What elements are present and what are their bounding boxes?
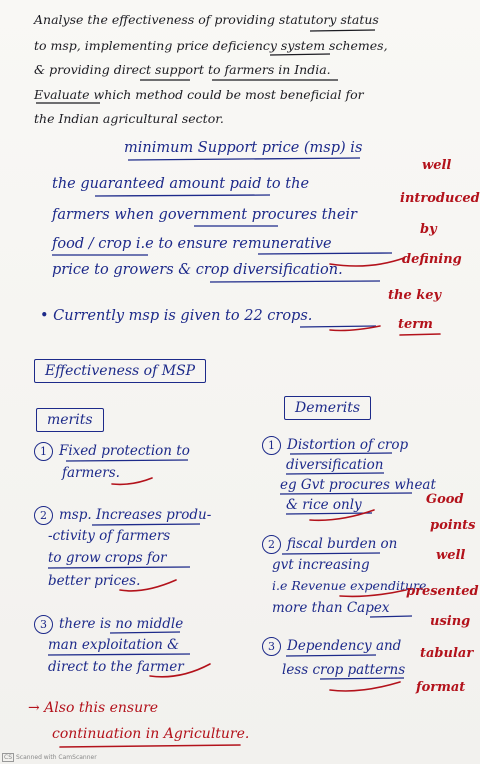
remark-intro-5: the key xyxy=(388,288,442,303)
merit-1-line-1 xyxy=(34,442,190,461)
underline-guaranteed xyxy=(95,195,270,196)
closing-line-1: → Also this ensure xyxy=(28,700,159,716)
definition-line-5: price to growers & crop diversification. xyxy=(52,262,343,278)
question-line-4: Evaluate which method could be most beneficial for xyxy=(34,87,364,102)
question-line-2: to msp, implementing price deficiency system schemes, xyxy=(34,38,388,53)
camscanner-text: Scanned with CamScanner xyxy=(16,754,97,761)
underline-crop-diversification xyxy=(210,281,380,282)
underline-msp-term xyxy=(128,158,360,160)
underline-diversification xyxy=(286,473,384,474)
remark-body-1: Good xyxy=(426,492,464,507)
demerit-1-text: Distortion of crop xyxy=(287,437,409,453)
merit-3-line-2: man exploitation & xyxy=(48,637,180,653)
demerit-1-line-4: & rice only xyxy=(286,497,362,513)
definition-line-4: food / crop i.e to ensure remunerative xyxy=(52,236,332,252)
merit-2-number: 2 xyxy=(34,506,53,525)
merit-2-line-3: to grow crops for xyxy=(48,550,167,566)
demerit-2-line-2: gvt increasing xyxy=(272,557,370,573)
demerit-3-text: Dependency and xyxy=(287,638,402,654)
underline-eg-gvt xyxy=(280,493,412,494)
effectiveness-heading: Effectiveness of MSP xyxy=(34,359,206,383)
underline-grow-crops xyxy=(48,567,190,568)
remark-intro-6: term xyxy=(398,317,433,332)
merit-1-text: Fixed protection to xyxy=(59,443,190,459)
underline-rice-only xyxy=(286,513,372,514)
remark-intro-3: by xyxy=(420,222,437,237)
demerit-2-line-4: more than Capex xyxy=(272,600,390,616)
scanner-watermark xyxy=(2,753,97,762)
question-line-5: the Indian agricultural sector. xyxy=(34,111,224,126)
remark-body-2: points xyxy=(430,518,476,533)
demerits-heading: Demerits xyxy=(284,396,371,420)
definition-line-3: farmers when government procures their xyxy=(52,207,357,223)
merit-2-text: msp. Increases produ- xyxy=(59,507,212,523)
merit-3-number: 3 xyxy=(34,615,53,634)
question-line-3: & providing direct support to farmers in India. xyxy=(34,62,331,77)
demerit-3-number: 3 xyxy=(262,637,281,656)
demerit-2-line-1 xyxy=(262,535,397,554)
remark-intro-4: defining xyxy=(402,252,462,267)
underline-remunerative xyxy=(258,253,392,254)
underline-capex xyxy=(370,616,412,617)
underline-exploitation xyxy=(48,654,190,655)
remark-body-6: tabular xyxy=(420,646,474,661)
red-stroke-demerit-3 xyxy=(330,682,400,691)
merits-heading: merits xyxy=(36,408,104,432)
demerit-1-number: 1 xyxy=(262,436,281,455)
underline-22-crops xyxy=(300,326,376,327)
merit-2-line-4: better prices. xyxy=(48,573,141,589)
remark-body-7: format xyxy=(416,680,466,695)
underline-statutory xyxy=(310,30,375,31)
remark-body-4: presented xyxy=(406,584,479,599)
demerit-3-line-1 xyxy=(262,637,401,656)
definition-line-2: the guaranteed amount paid to the xyxy=(52,176,310,192)
demerit-1-line-1 xyxy=(262,436,408,455)
demerit-1-line-3: eg Gvt procures wheat xyxy=(280,477,436,493)
remark-body-3: well xyxy=(436,548,466,563)
definition-line-1: minimum Support price (msp) is xyxy=(124,140,363,156)
underline-remark-term xyxy=(400,334,440,335)
merit-3-line-3: direct to the farmer xyxy=(48,659,184,675)
merit-1-number: 1 xyxy=(34,442,53,461)
definition-fact: • Currently msp is given to 22 crops. xyxy=(40,308,313,324)
merit-2-line-1 xyxy=(34,506,211,525)
merit-1-line-2: farmers. xyxy=(62,465,120,481)
question-line-1: Analyse the effectiveness of providing statutory status xyxy=(34,12,379,27)
merit-2-line-2: -ctivity of farmers xyxy=(48,528,171,544)
underline-closing xyxy=(60,745,240,747)
demerit-2-number: 2 xyxy=(262,535,281,554)
underline-system xyxy=(270,54,330,55)
red-stroke-fact xyxy=(330,326,380,331)
closing-line-2: continuation in Agriculture. xyxy=(52,726,250,742)
demerit-2-line-3: i.e Revenue expenditure xyxy=(272,578,427,593)
merit-3-line-1 xyxy=(34,615,183,634)
demerit-1-line-2: diversification xyxy=(286,457,384,473)
remark-intro-1: well xyxy=(422,158,452,173)
remark-body-5: using xyxy=(430,614,471,629)
underline-patterns xyxy=(320,678,404,679)
merit-3-text: there is no middle xyxy=(59,616,184,632)
demerit-3-line-2: less crop patterns xyxy=(282,662,406,678)
remark-intro-2: introduced xyxy=(400,191,480,206)
camscanner-badge: CS xyxy=(4,754,12,761)
demerit-2-text: fiscal burden on xyxy=(287,536,398,552)
